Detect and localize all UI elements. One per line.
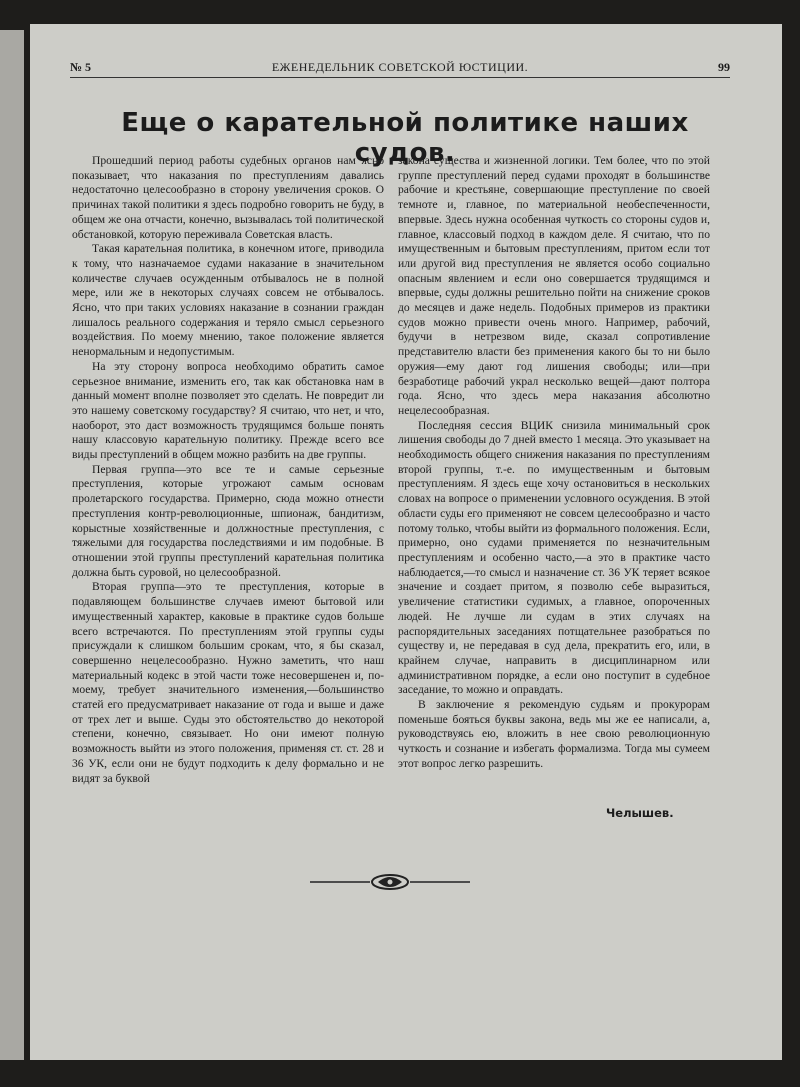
journal-title: ЕЖЕНЕДЕЛЬНИК СОВЕТСКОЙ ЮСТИЦИИ. — [271, 60, 529, 74]
paragraph: На эту сторону вопроса необходимо обратить самое серьезное внимание, изменить его, так как обстановка нам в данный момент вполне позволяет это сделать. Не повредит ли это нашему советскому государству? Я считаю, что нет, и что, наоборот, это даст возможность трудящимся больше понять нашу классовую карательную политику. Прежде всего все виды преступлений в общем можно разбить на две группы. — [72, 359, 384, 462]
article-title: Еще о карательной политике наших судов. — [121, 108, 689, 168]
paragraph: Последняя сессия ВЦИК снизила минимальный срок лишения свободы до 7 дней вместо 1 месяца. Это указывает на необходимость общего снижения наказания по преступлениям второй группы, т.-е. по имущественным и бытовым преступлениям. Я здесь еще хочу остановиться в нескольких словах на вопросе о применении условного осуждения. В этой области суды его применяют не совсем целесообразно и часто потому только, чтобы выйти из формального положения. Если, примерно, оно судами применяется по незначительным преступлениям и особенно часто,—а это в практике часто наблюдается,—то смысл и назначение ст. 36 УК теряет всякое значение и создает притом, я позволю себе выразиться, увеличение статистики судимых, а главное, опороченных людей. Не лучше ли судам в этих случаях на распорядительных заседаниях потщательнее разобраться по существу и, не передавая в суд дела, прекратить его, или, в крайнем случае, направить в дисциплинарном или административном порядке, а если оно поступит в судебное заседание, то можно и оправдать. — [398, 418, 710, 697]
paragraph: Прошедший период работы судебных органов нам ясно показывает, что наказания по преступлениям давались недостаточно целесообразно в сторону увеличения сроков. О причинах такой политики я здесь подробно говорить не буду, в общем же она отчасти, конечно, вызывалась той политической обстановкой, которую переживала Советская власть. — [72, 154, 384, 241]
issue-number: № 5 — [70, 60, 92, 74]
ornament-divider-icon — [310, 872, 470, 892]
author-signature: Челышев. — [606, 806, 674, 820]
paragraph: Такая карательная политика, в конечном итоге, приводила к тому, что назначаемое судами наказание в значительном количестве случаев осужденным отбывалось не в полной мере, или же в некоторых случаях совсем не отбывалось. Ясно, что при таких условиях наказание в сознании граждан лишалось реального содержания и теряло смысл серьезного воздействия. По моему мнению, такое положение является ненормальным и недопустимым. — [72, 242, 384, 359]
paragraph: Вторая группа—это те преступления, которые в подавляющем большинстве случаев имеют бытовой или имущественный характер, каковые в практике судов больше всего встречаются. По преступлениям этой группы суды присуждали к слишком большим срокам, что, я бы сказал, совершенно нецелесообразно. Нужно заметить, что наш материальный кодекс в этой части тоже несовершенен и, по-моему, требует значительного изменения,—большинство статей его предусматривает наказание от года и выше и даже от трех лет и выше. Суды это обстоятельство до некоторой степени, конечно, связывает. Но они имеют полную возможность выйти из этого положения, применяя ст. ст. 28 и 36 УК, если они не будут подходить к делу формально и не видят за буквой — [72, 580, 384, 785]
paragraph: закона существа и жизненной логики. Тем более, что по этой группе преступлений перед судами проходят в большинстве рабочие и крестьяне, совершающие преступление по своей темноте и, главное, по материальной необеспеченности, впервые. Здесь нужна особенная чуткость со стороны судов и, главное, классовый подход в каждом деле. Я считаю, что по имущественным и бытовым преступлениям, притом если тот или другой вид преступления не является особо социально опасным явлением и если оно совершается трудящимся и впервые, суды должны решительно пойти на снижение сроков до месяцев и даже недель. Подобных примеров из практики судов можно привести очень много. Например, рабочий, будучи в нетрезвом виде, сказал сопротивление представителю власти без применения какого бы то ни было оружия—ему дают год лишения свободы; или—при безработице рабочий украл несколько вещей—дают полтора года. Ясно, что здесь мера наказания абсолютно нецелесообразная. — [398, 154, 710, 417]
page-number: 99 — [718, 60, 730, 74]
left-column — [72, 154, 384, 786]
adjacent-page-edge — [0, 30, 24, 1060]
journal-page — [30, 24, 782, 1060]
header-rule — [70, 77, 730, 78]
paragraph: В заключение я рекомендую судьям и прокурорам поменьше бояться буквы закона, ведь мы же ее написали, а, руководствуясь ею, вложить в нее свою революционную чуткость и сознание и избегать формализма. Тогда мы сумеем этот вопрос легко разрешить. — [398, 698, 710, 770]
running-header — [70, 58, 730, 80]
right-column — [398, 154, 710, 772]
paragraph: Первая группа—это все те и самые серьезные преступления, которые угрожают самым основам пролетарского государства. Примерно, сюда можно отнести преступления контр-революционные, шпионаж, бандитизм, корыстные хозяйственные и должностные преступления, с тяжелыми для государства последствиями и им подобные. В отношении этой группы преступлений карательная политика должна быть суровой, но целесообразной. — [72, 462, 384, 579]
